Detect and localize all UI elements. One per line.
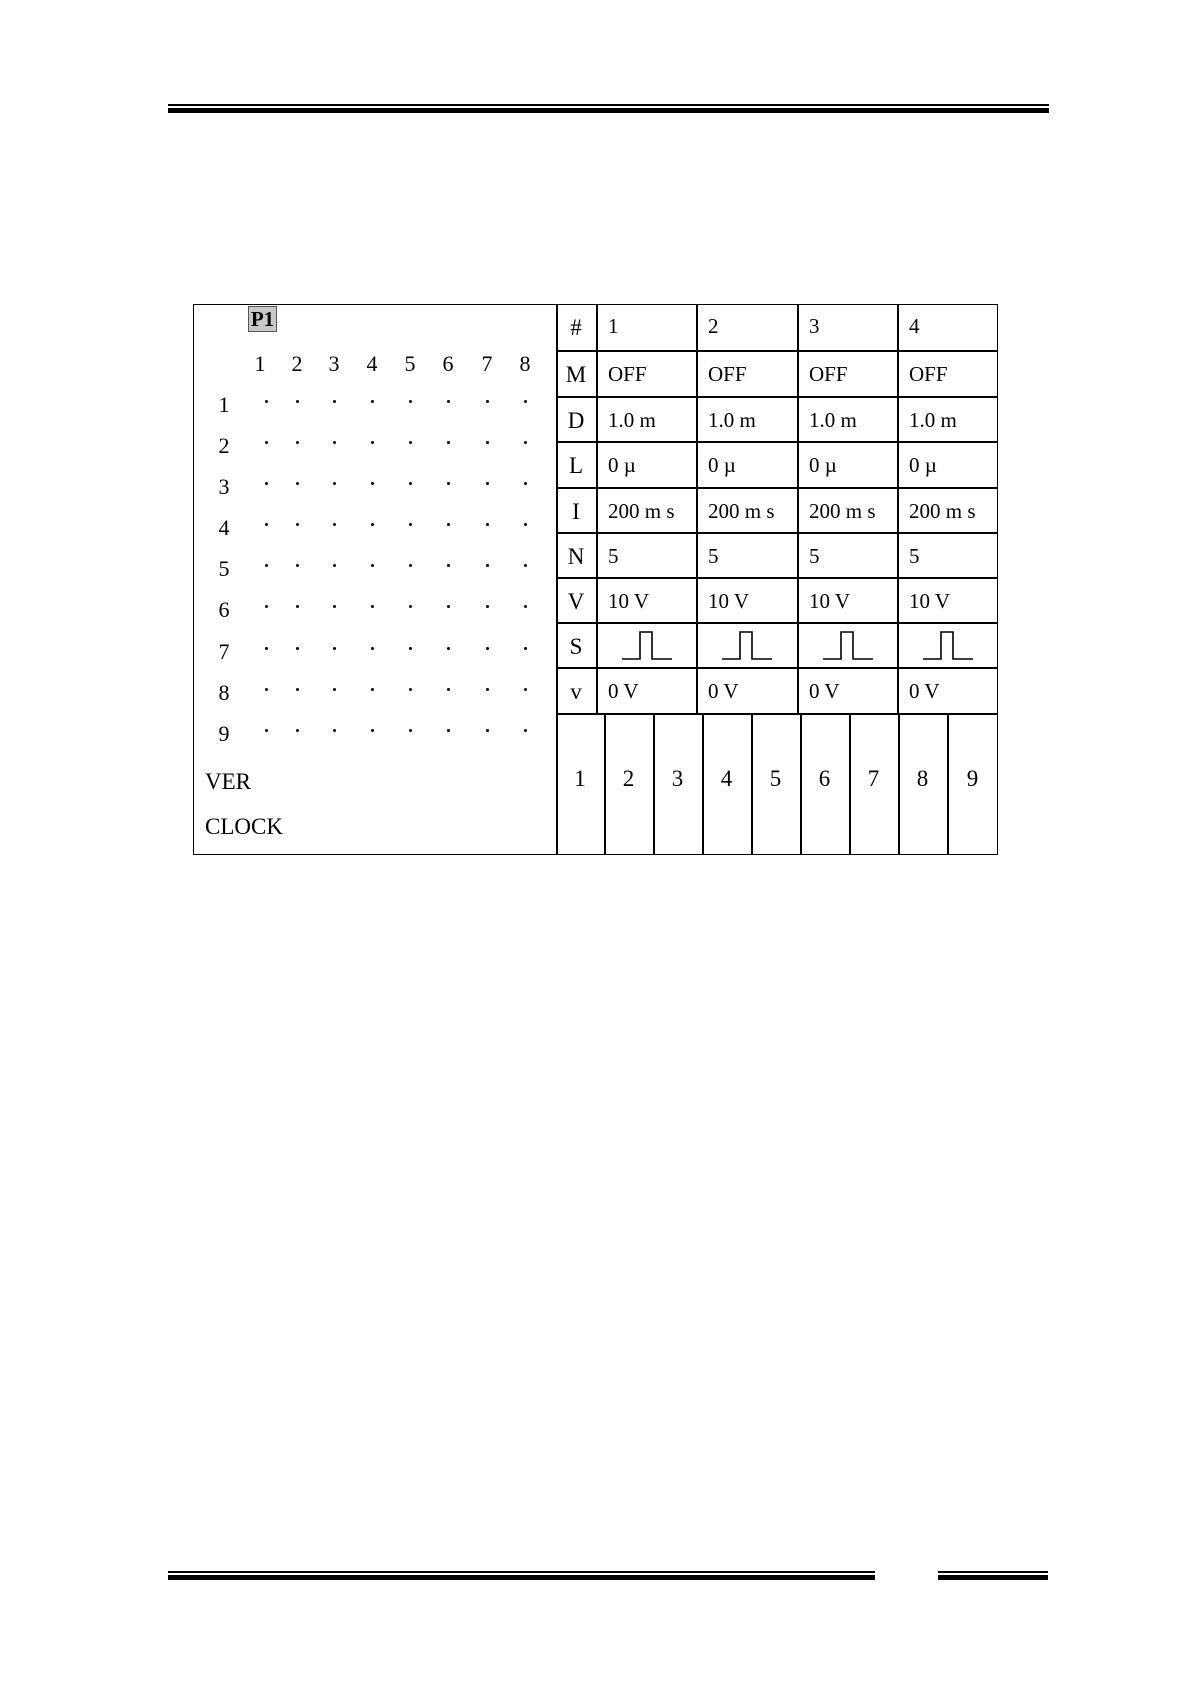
grid-dot xyxy=(486,605,489,608)
grid-dot xyxy=(524,400,527,403)
grid-dot xyxy=(333,564,336,567)
bottom-cell-label: 4 xyxy=(720,766,733,791)
grid-dot xyxy=(524,564,527,567)
table-cell: 10 V xyxy=(909,589,951,613)
bottom-cell-divider xyxy=(653,713,655,855)
table-col-line xyxy=(696,304,698,713)
grid-dot xyxy=(486,441,489,444)
table-col-line xyxy=(897,304,899,713)
grid-dot xyxy=(265,729,268,732)
footer-rule-right-thin xyxy=(938,1571,1048,1573)
table-cell: 0 V xyxy=(708,679,739,703)
table-cell: 0 µ xyxy=(708,453,736,477)
table-row-label: S xyxy=(569,634,583,659)
grid-dot xyxy=(371,605,374,608)
channel-number: 4 xyxy=(909,314,920,338)
table-cell: 200 m s xyxy=(608,499,675,523)
grid-dot xyxy=(486,729,489,732)
grid-dot xyxy=(296,605,299,608)
grid-dot xyxy=(524,605,527,608)
grid-dot xyxy=(265,482,268,485)
grid-dot xyxy=(409,523,412,526)
channel-number: 2 xyxy=(708,314,719,338)
grid-dot xyxy=(371,400,374,403)
table-cell: 200 m s xyxy=(708,499,775,523)
table-cell: 200 m s xyxy=(809,499,876,523)
grid-row-label: 8 xyxy=(218,680,230,705)
grid-dot xyxy=(409,605,412,608)
square-pulse-icon xyxy=(720,627,776,663)
table-cell: 10 V xyxy=(608,589,650,613)
grid-dot xyxy=(296,523,299,526)
bottom-cell-label: 3 xyxy=(671,766,684,791)
footer-rule-left-thick xyxy=(168,1575,875,1580)
table-row-line xyxy=(556,396,998,398)
table-cell: 0 V xyxy=(809,679,840,703)
table-row-label: D xyxy=(567,408,585,433)
grid-row-label: 4 xyxy=(218,515,230,540)
table-row-label: I xyxy=(572,499,580,524)
grid-row-label: 9 xyxy=(218,721,230,746)
bottom-cell-label: 6 xyxy=(818,766,831,791)
grid-dot xyxy=(265,688,268,691)
table-cell: 5 xyxy=(608,544,619,568)
header-rule-thick xyxy=(168,108,1049,113)
grid-dot xyxy=(524,523,527,526)
table-cell: 0 µ xyxy=(809,453,837,477)
table-row-line xyxy=(556,622,998,624)
grid-dot xyxy=(296,400,299,403)
grid-dot xyxy=(409,729,412,732)
table-cell: 10 V xyxy=(708,589,750,613)
table-row-line xyxy=(556,667,998,669)
table-col-line xyxy=(797,304,799,713)
square-pulse-icon xyxy=(921,627,977,663)
grid-col-label: 3 xyxy=(328,351,340,376)
grid-dot xyxy=(447,605,450,608)
grid-col-label: 2 xyxy=(291,351,303,376)
grid-dot xyxy=(409,564,412,567)
grid-dot xyxy=(524,441,527,444)
grid-dot xyxy=(296,482,299,485)
bottom-cell-label: 1 xyxy=(574,766,586,791)
footer-rule-left-thin xyxy=(168,1571,875,1573)
clock-label: CLOCK xyxy=(205,814,283,839)
grid-dot xyxy=(371,688,374,691)
table-cell: 5 xyxy=(909,544,920,568)
table-row-label: N xyxy=(567,544,585,569)
grid-dot xyxy=(371,441,374,444)
grid-dot xyxy=(447,564,450,567)
grid-dot xyxy=(447,523,450,526)
grid-col-label: 7 xyxy=(481,351,493,376)
table-cell: 1.0 m xyxy=(809,408,857,432)
grid-dot xyxy=(265,647,268,650)
table-cell: 0 V xyxy=(608,679,639,703)
table-cell: 0 µ xyxy=(909,453,937,477)
grid-row-label: 6 xyxy=(218,597,230,622)
grid-dot xyxy=(371,729,374,732)
bottom-cell-divider xyxy=(800,713,802,855)
bottom-cell-divider xyxy=(702,713,704,855)
table-cell: 5 xyxy=(809,544,820,568)
table-col-line xyxy=(596,304,598,713)
grid-dot xyxy=(296,564,299,567)
bottom-cell-divider xyxy=(947,713,949,855)
grid-dot xyxy=(486,688,489,691)
grid-dot xyxy=(371,482,374,485)
grid-dot xyxy=(524,647,527,650)
table-cell: OFF xyxy=(909,362,948,386)
grid-col-label: 8 xyxy=(519,351,531,376)
table-cell: 200 m s xyxy=(909,499,976,523)
grid-dot xyxy=(447,729,450,732)
grid-row-label: 7 xyxy=(218,639,230,664)
grid-dot xyxy=(333,729,336,732)
table-row-line xyxy=(556,532,998,534)
grid-dot xyxy=(447,688,450,691)
grid-dot xyxy=(486,400,489,403)
grid-dot xyxy=(409,482,412,485)
square-pulse-icon xyxy=(620,627,676,663)
grid-dot xyxy=(486,564,489,567)
table-cell: 5 xyxy=(708,544,719,568)
grid-col-label: 5 xyxy=(404,351,416,376)
grid-dot xyxy=(265,441,268,444)
grid-dot xyxy=(296,647,299,650)
table-row-line xyxy=(556,487,998,489)
table-row-label: v xyxy=(570,679,582,704)
grid-dot xyxy=(265,564,268,567)
grid-dot xyxy=(524,482,527,485)
grid-dot xyxy=(447,482,450,485)
grid-dot xyxy=(333,400,336,403)
channel-number: 1 xyxy=(608,314,619,338)
table-cell: OFF xyxy=(608,362,647,386)
bottom-cell-divider xyxy=(849,713,851,855)
grid-dot xyxy=(371,647,374,650)
grid-dot xyxy=(333,647,336,650)
grid-dot xyxy=(333,605,336,608)
grid-col-label: 4 xyxy=(366,351,378,376)
bottom-cell-divider xyxy=(604,713,606,855)
grid-dot xyxy=(409,647,412,650)
grid-dot xyxy=(486,482,489,485)
table-cell: OFF xyxy=(809,362,848,386)
bottom-cell-label: 8 xyxy=(916,766,929,791)
header-rule-thin xyxy=(168,104,1049,106)
grid-col-label: 1 xyxy=(254,351,266,376)
table-cell: 1.0 m xyxy=(608,408,656,432)
grid-dot xyxy=(486,523,489,526)
table-row-label: L xyxy=(568,453,584,478)
ver-label: VER xyxy=(205,769,251,794)
table-cell: 1.0 m xyxy=(909,408,957,432)
bottom-cell-divider xyxy=(751,713,753,855)
grid-dot xyxy=(447,647,450,650)
grid-dot xyxy=(333,688,336,691)
grid-dot xyxy=(333,523,336,526)
bottom-cell-label: 2 xyxy=(622,766,635,791)
channel-number: 3 xyxy=(809,314,820,338)
grid-row-label: 3 xyxy=(218,474,230,499)
grid-dot xyxy=(486,647,489,650)
bottom-cell-label: 9 xyxy=(966,766,979,791)
table-cell: 0 V xyxy=(909,679,940,703)
grid-dot xyxy=(296,441,299,444)
footer-rule-right-thick xyxy=(938,1575,1048,1580)
grid-dot xyxy=(371,523,374,526)
table-cell: 1.0 m xyxy=(708,408,756,432)
table-row-line xyxy=(556,441,998,443)
grid-dot xyxy=(296,729,299,732)
grid-dot xyxy=(371,564,374,567)
table-row-label: V xyxy=(567,589,585,614)
grid-dot xyxy=(333,482,336,485)
table-row-line xyxy=(556,577,998,579)
table-row-label: M xyxy=(565,362,587,387)
grid-dot xyxy=(265,523,268,526)
grid-col-label: 6 xyxy=(442,351,454,376)
grid-dot xyxy=(333,441,336,444)
bottom-cell-label: 5 xyxy=(769,766,782,791)
table-cell: OFF xyxy=(708,362,747,386)
bottom-cell-divider xyxy=(898,713,900,855)
grid-dot xyxy=(447,441,450,444)
grid-row-label: 1 xyxy=(218,392,230,417)
table-cell: 0 µ xyxy=(608,453,636,477)
grid-dot xyxy=(265,400,268,403)
table-row-line xyxy=(556,350,998,352)
bottom-cell-label: 7 xyxy=(867,766,880,791)
grid-dot xyxy=(447,400,450,403)
grid-dot xyxy=(524,729,527,732)
grid-dot xyxy=(409,688,412,691)
square-pulse-icon xyxy=(821,627,877,663)
table-row-line xyxy=(556,713,998,715)
grid-row-label: 5 xyxy=(218,556,230,581)
program-tag: P1 xyxy=(248,306,277,332)
grid-row-label: 2 xyxy=(218,433,230,458)
grid-dot xyxy=(265,605,268,608)
grid-dot xyxy=(409,400,412,403)
table-cell: 10 V xyxy=(809,589,851,613)
grid-dot xyxy=(296,688,299,691)
grid-dot xyxy=(409,441,412,444)
table-header-label: # xyxy=(570,315,582,340)
grid-dot xyxy=(524,688,527,691)
